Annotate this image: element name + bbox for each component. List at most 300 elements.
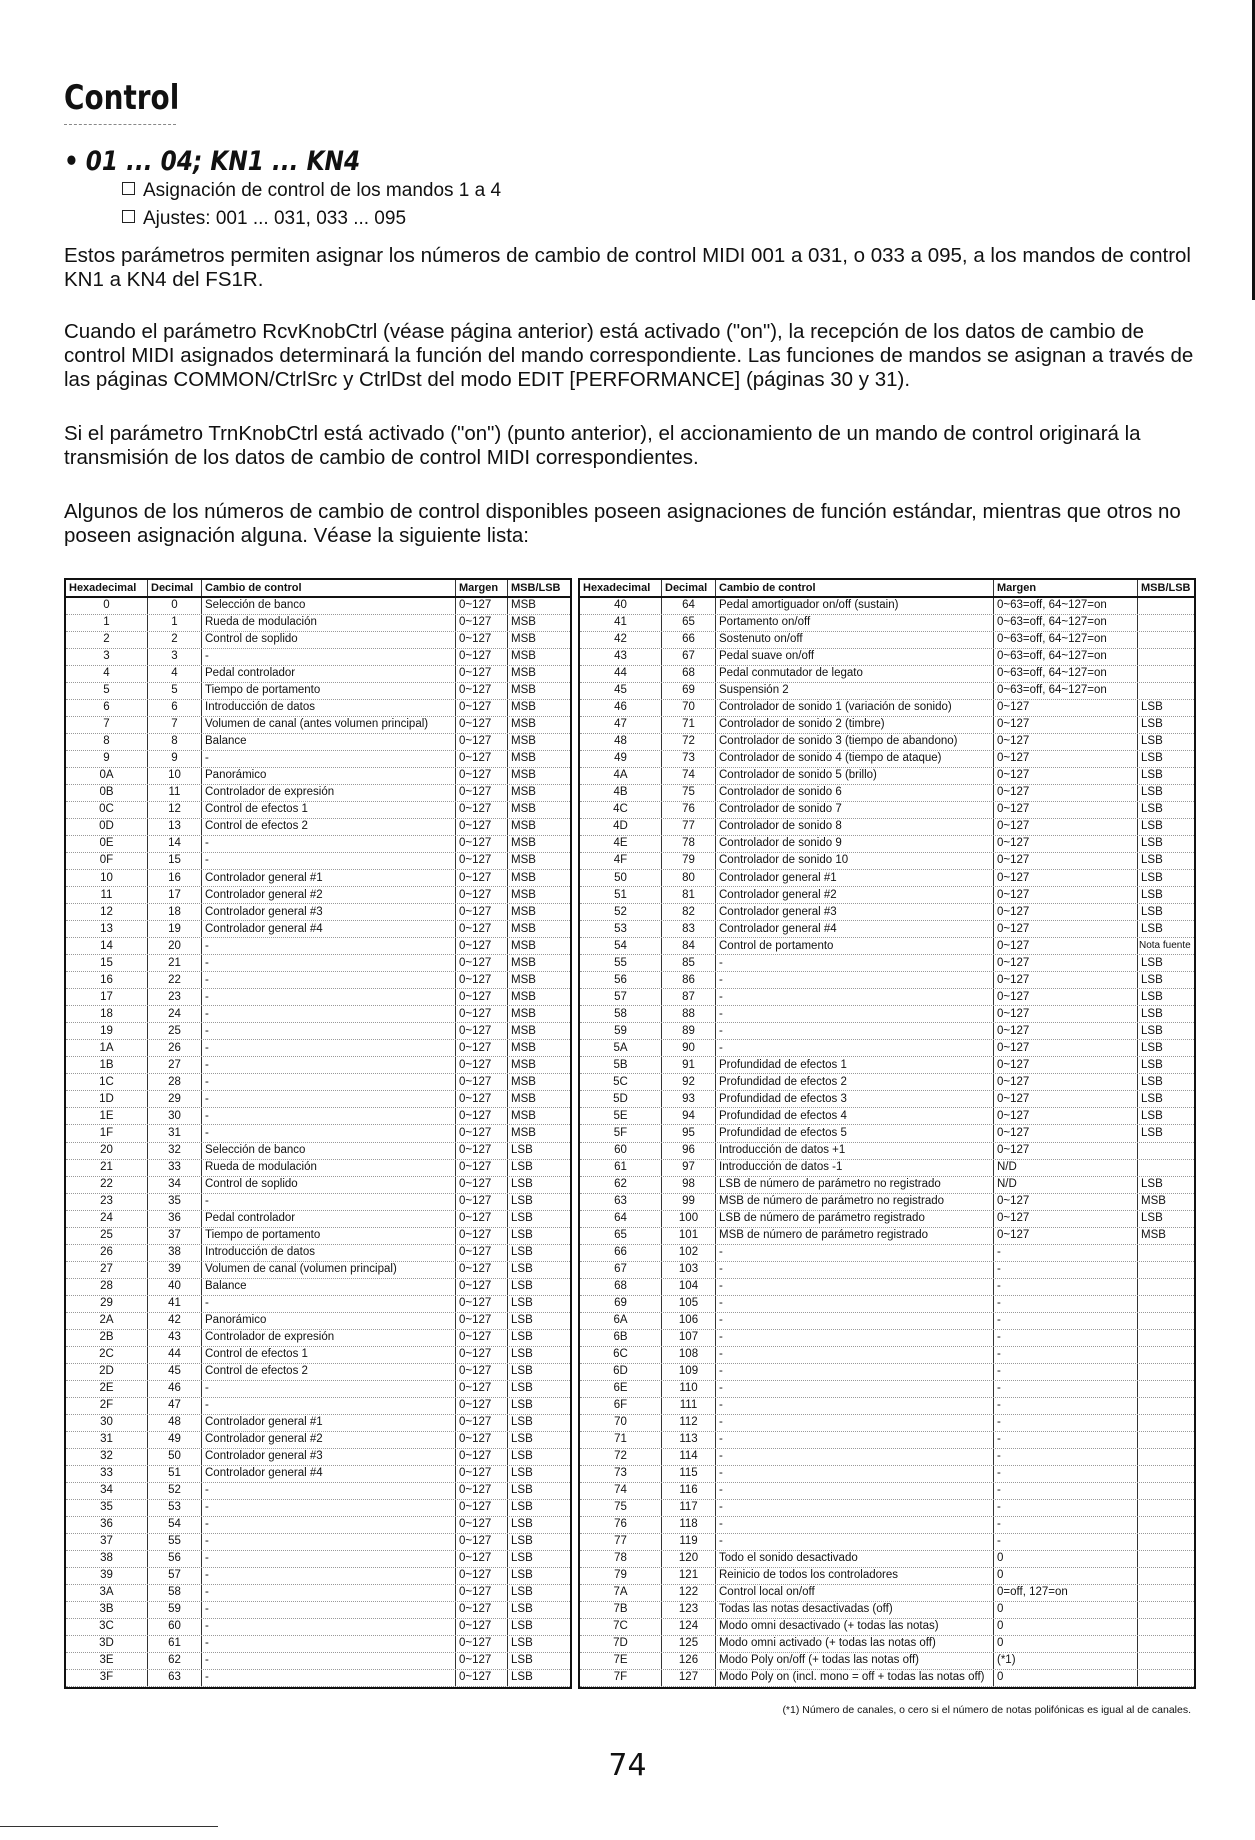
table-row: [580, 1483, 1194, 1500]
cell-msblsb: [1138, 1143, 1194, 1159]
cell-msblsb: LSB: [511, 1603, 533, 1616]
table-row: [66, 1074, 570, 1091]
cell-dec: 29: [148, 1091, 202, 1107]
cell-dec: 37: [148, 1228, 202, 1244]
cell-msblsb: [1138, 1670, 1194, 1686]
cell-hex: 0B: [66, 785, 148, 801]
cell-msblsb: MSB: [511, 905, 536, 918]
cell-range: -: [994, 1296, 1138, 1312]
cell-msblsb: [1138, 1483, 1194, 1499]
cell-range: 0~127: [456, 1636, 508, 1652]
cell-dec: 122: [662, 1585, 716, 1601]
cell-func: -: [202, 1619, 456, 1635]
cell-range: 0~127: [456, 734, 508, 750]
cell-func: Controlador de sonido 7: [716, 802, 994, 818]
cell-hex: 15: [66, 955, 148, 971]
table-row: [580, 683, 1194, 700]
table-row: [66, 649, 570, 666]
cell-hex: 7: [66, 717, 148, 733]
table-row: [580, 870, 1194, 887]
header-hex: Hexadecimal: [66, 580, 148, 596]
table-row: [66, 1228, 570, 1245]
cell-func: -: [716, 1500, 994, 1516]
table-row: [580, 615, 1194, 632]
cell-msblsb: LSB: [1141, 820, 1163, 833]
table-row: [580, 1160, 1194, 1177]
cell-func: Suspensión 2: [716, 683, 994, 699]
cell-func: Pedal amortiguador on/off (sustain): [716, 598, 994, 614]
table-row: [66, 717, 570, 734]
cell-hex: 10: [66, 870, 148, 886]
cell-hex: 70: [580, 1415, 662, 1431]
cell-dec: 93: [662, 1091, 716, 1107]
cell-dec: 50: [148, 1449, 202, 1465]
cell-hex: 26: [66, 1245, 148, 1261]
cell-dec: 54: [148, 1517, 202, 1533]
cell-dec: 1: [148, 615, 202, 631]
cell-hex: 44: [580, 666, 662, 682]
cell-msblsb: MSB: [511, 854, 536, 867]
cell-dec: 38: [148, 1245, 202, 1261]
cell-hex: 6F: [580, 1398, 662, 1414]
cell-hex: 0E: [66, 836, 148, 852]
table-row: [580, 938, 1194, 955]
cell-dec: 114: [662, 1449, 716, 1465]
cell-msblsb: LSB: [511, 1501, 533, 1514]
cell-msblsb: LSB: [511, 1484, 533, 1497]
table-row: [580, 1143, 1194, 1160]
cell-hex: 0A: [66, 768, 148, 784]
cell-range: 0~127: [456, 666, 508, 682]
cell-msblsb: MSB: [511, 616, 536, 629]
table-row: [580, 1040, 1194, 1057]
cell-msblsb: LSB: [1141, 990, 1163, 1003]
cell-func: -: [202, 649, 456, 665]
table-row: [66, 972, 570, 989]
cell-msblsb: LSB: [1141, 956, 1163, 969]
cell-dec: 73: [662, 751, 716, 767]
cell-func: Profundidad de efectos 1: [716, 1057, 994, 1073]
cell-hex: 77: [580, 1534, 662, 1550]
cell-msblsb: LSB: [511, 1450, 533, 1463]
cell-range: -: [994, 1534, 1138, 1550]
cell-dec: 58: [148, 1585, 202, 1601]
table-header: [580, 580, 1194, 598]
cell-dec: 6: [148, 700, 202, 716]
table-row: [66, 1330, 570, 1347]
cell-func: Controlador de sonido 9: [716, 836, 994, 852]
cell-hex: 27: [66, 1262, 148, 1278]
cell-range: 0~127: [456, 853, 508, 869]
cell-dec: 115: [662, 1466, 716, 1482]
table-row: [66, 1551, 570, 1568]
cell-range: 0~127: [456, 1245, 508, 1261]
cell-dec: 105: [662, 1296, 716, 1312]
cell-range: 0~63=off, 64~127=on: [994, 649, 1138, 665]
table-row: [580, 1432, 1194, 1449]
cell-msblsb: LSB: [1141, 1126, 1163, 1139]
cell-hex: 21: [66, 1160, 148, 1176]
cell-msblsb: MSB: [1141, 1194, 1166, 1207]
cell-range: 0: [994, 1568, 1138, 1584]
cell-hex: 68: [580, 1279, 662, 1295]
cell-hex: 59: [580, 1023, 662, 1039]
cell-range: 0~127: [456, 700, 508, 716]
cell-hex: 60: [580, 1143, 662, 1159]
cell-range: -: [994, 1347, 1138, 1363]
cell-msblsb: [1138, 1160, 1194, 1176]
table-row: [66, 1091, 570, 1108]
cell-msblsb: [1138, 1653, 1194, 1669]
cell-hex: 65: [580, 1228, 662, 1244]
cell-range: 0~127: [994, 802, 1138, 818]
cell-msblsb: LSB: [1141, 1024, 1163, 1037]
cell-dec: 87: [662, 989, 716, 1005]
cell-msblsb: [1138, 1517, 1194, 1533]
cell-msblsb: LSB: [511, 1143, 533, 1156]
table-row: [580, 1006, 1194, 1023]
cell-msblsb: MSB: [511, 939, 536, 952]
cell-func: -: [716, 1296, 994, 1312]
cell-dec: 108: [662, 1347, 716, 1363]
cell-range: 0~127: [456, 1653, 508, 1669]
cell-func: -: [202, 1091, 456, 1107]
parameter-heading: [64, 146, 360, 177]
cell-range: 0~127: [456, 1415, 508, 1431]
cell-func: -: [716, 1279, 994, 1295]
table-row: [580, 1670, 1194, 1687]
cell-dec: 49: [148, 1432, 202, 1448]
cell-msblsb: MSB: [1141, 1228, 1166, 1241]
table-row: [580, 1347, 1194, 1364]
cell-dec: 25: [148, 1023, 202, 1039]
cell-func: Profundidad de efectos 3: [716, 1091, 994, 1107]
cell-msblsb: LSB: [511, 1518, 533, 1531]
header-hex: Hexadecimal: [580, 580, 662, 596]
cell-msblsb: [1138, 632, 1194, 648]
header-msblsb: MSB/LSB: [1141, 581, 1191, 594]
cell-hex: 5A: [580, 1040, 662, 1056]
cell-range: 0~127: [456, 887, 508, 903]
cell-func: -: [202, 1568, 456, 1584]
cell-msblsb: MSB: [511, 837, 536, 850]
cell-msblsb: LSB: [511, 1364, 533, 1377]
cell-func: -: [716, 972, 994, 988]
header-msblsb: MSB/LSB: [511, 581, 561, 594]
cell-dec: 15: [148, 853, 202, 869]
table-row: [66, 1296, 570, 1313]
cell-range: 0~127: [456, 1381, 508, 1397]
table-row: [66, 938, 570, 955]
table-row: [66, 1602, 570, 1619]
cell-range: (*1): [994, 1653, 1138, 1669]
cell-dec: 26: [148, 1040, 202, 1056]
cell-dec: 99: [662, 1194, 716, 1210]
cell-range: -: [994, 1432, 1138, 1448]
cell-hex: 11: [66, 887, 148, 903]
cell-func: -: [202, 1585, 456, 1601]
paragraph-intro: Estos parámetros permiten asignar los números de cambio de control MIDI 001 a 031, o 033 a 095, a los mandos de control KN1 a KN4 del FS1R.: [64, 244, 1191, 291]
cell-msblsb: [1138, 1551, 1194, 1567]
cell-range: 0~127: [994, 700, 1138, 716]
cell-dec: 11: [148, 785, 202, 801]
table-row: [580, 1057, 1194, 1074]
table-row: [66, 1534, 570, 1551]
cell-func: Control local on/off: [716, 1585, 994, 1601]
table-body: [580, 598, 1194, 1687]
cell-hex: 42: [580, 632, 662, 648]
cell-dec: 63: [148, 1670, 202, 1686]
cell-dec: 85: [662, 955, 716, 971]
cell-func: Profundidad de efectos 4: [716, 1108, 994, 1124]
cell-range: 0~127: [456, 785, 508, 801]
cell-hex: 56: [580, 972, 662, 988]
cell-range: -: [994, 1466, 1138, 1482]
cell-func: -: [202, 853, 456, 869]
cell-func: Balance: [202, 734, 456, 750]
cell-dec: 74: [662, 768, 716, 784]
cell-range: 0~127: [456, 717, 508, 733]
cell-dec: 0: [148, 598, 202, 614]
cell-func: -: [202, 1057, 456, 1073]
cell-dec: 4: [148, 666, 202, 682]
cell-range: 0~127: [456, 649, 508, 665]
cell-func: Rueda de modulación: [202, 1160, 456, 1176]
table-row: [66, 785, 570, 802]
cell-dec: 44: [148, 1347, 202, 1363]
cell-dec: 17: [148, 887, 202, 903]
cell-dec: 40: [148, 1279, 202, 1295]
cell-hex: 30: [66, 1415, 148, 1431]
cell-dec: 125: [662, 1636, 716, 1652]
cell-range: 0~127: [456, 768, 508, 784]
cell-msblsb: MSB: [511, 1007, 536, 1020]
table-row: [580, 785, 1194, 802]
cell-range: -: [994, 1245, 1138, 1261]
table-row: [66, 1143, 570, 1160]
cell-dec: 24: [148, 1006, 202, 1022]
table-row: [66, 1023, 570, 1040]
cell-dec: 76: [662, 802, 716, 818]
table-row: [580, 955, 1194, 972]
table-row: [66, 1006, 570, 1023]
cell-range: 0~127: [456, 1449, 508, 1465]
cell-msblsb: LSB: [511, 1279, 533, 1292]
cell-dec: 45: [148, 1364, 202, 1380]
table-row: [580, 734, 1194, 751]
cell-msblsb: MSB: [511, 1109, 536, 1122]
cell-hex: 7A: [580, 1585, 662, 1601]
cell-range: 0~127: [456, 1177, 508, 1193]
cell-range: 0~127: [994, 1091, 1138, 1107]
header-func: Cambio de control: [202, 580, 456, 596]
table-row: [66, 1653, 570, 1670]
cell-dec: 53: [148, 1500, 202, 1516]
cell-func: Control de efectos 1: [202, 1347, 456, 1363]
cell-msblsb: [1138, 1534, 1194, 1550]
table-row: [66, 700, 570, 717]
cell-msblsb: [1138, 1364, 1194, 1380]
cell-func: Controlador de sonido 5 (brillo): [716, 768, 994, 784]
cell-func: Modo Poly on (incl. mono = off + todas las notas off): [716, 1670, 994, 1686]
cell-func: Reinicio de todos los controladores: [716, 1568, 994, 1584]
checkbox-square-icon: [122, 210, 135, 223]
cell-dec: 102: [662, 1245, 716, 1261]
cell-range: 0~127: [994, 1023, 1138, 1039]
cell-range: 0~63=off, 64~127=on: [994, 683, 1138, 699]
cell-dec: 22: [148, 972, 202, 988]
cell-func: Sostenuto on/off: [716, 632, 994, 648]
cell-hex: 25: [66, 1228, 148, 1244]
cell-hex: 31: [66, 1432, 148, 1448]
table-row: [580, 1449, 1194, 1466]
cell-hex: 19: [66, 1023, 148, 1039]
cell-range: 0~127: [456, 683, 508, 699]
cell-func: -: [202, 1636, 456, 1652]
table-row: [580, 853, 1194, 870]
cell-func: -: [202, 751, 456, 767]
table-row: [580, 1228, 1194, 1245]
cell-range: 0~127: [456, 751, 508, 767]
cell-msblsb: LSB: [1141, 718, 1163, 731]
cell-range: 0~127: [456, 836, 508, 852]
cell-msblsb: LSB: [1141, 1211, 1163, 1224]
cell-func: Todas las notas desactivadas (off): [716, 1602, 994, 1618]
cell-func: -: [716, 1262, 994, 1278]
cell-dec: 121: [662, 1568, 716, 1584]
cell-msblsb: [1138, 1245, 1194, 1261]
cell-range: 0~127: [994, 921, 1138, 937]
table-row: [66, 1636, 570, 1653]
cell-msblsb: MSB: [511, 1041, 536, 1054]
cell-hex: 5E: [580, 1108, 662, 1124]
cell-dec: 28: [148, 1074, 202, 1090]
cell-range: 0: [994, 1670, 1138, 1686]
cell-msblsb: [1138, 1449, 1194, 1465]
cell-func: -: [202, 1296, 456, 1312]
table-row: [580, 887, 1194, 904]
table-row: [580, 1381, 1194, 1398]
cell-dec: 111: [662, 1398, 716, 1414]
cell-range: -: [994, 1381, 1138, 1397]
cell-range: 0~127: [456, 972, 508, 988]
cell-func: Control de soplido: [202, 632, 456, 648]
sub-item-settings: [122, 208, 406, 230]
cell-range: 0~127: [456, 1194, 508, 1210]
cell-hex: 39: [66, 1568, 148, 1584]
header-func: Cambio de control: [716, 580, 994, 596]
page-title: Control: [64, 78, 180, 118]
table-row: [580, 1517, 1194, 1534]
cell-range: 0~63=off, 64~127=on: [994, 666, 1138, 682]
cell-msblsb: [1138, 649, 1194, 665]
cell-range: 0~127: [456, 938, 508, 954]
table-row: [66, 734, 570, 751]
table-row: [66, 853, 570, 870]
cell-msblsb: MSB: [511, 803, 536, 816]
cell-msblsb: LSB: [1141, 888, 1163, 901]
cell-msblsb: MSB: [511, 718, 536, 731]
cell-range: 0~127: [994, 904, 1138, 920]
cell-dec: 112: [662, 1415, 716, 1431]
cell-hex: 24: [66, 1211, 148, 1227]
table-row: [66, 1568, 570, 1585]
cell-hex: 69: [580, 1296, 662, 1312]
cell-func: Tiempo de portamento: [202, 683, 456, 699]
cell-hex: 8: [66, 734, 148, 750]
table-row: [580, 1636, 1194, 1653]
cell-msblsb: LSB: [1141, 854, 1163, 867]
cell-range: -: [994, 1415, 1138, 1431]
cell-dec: 41: [148, 1296, 202, 1312]
cell-dec: 39: [148, 1262, 202, 1278]
header-range: Margen: [994, 580, 1138, 596]
cell-range: -: [994, 1500, 1138, 1516]
table-row: [66, 1211, 570, 1228]
cell-dec: 65: [662, 615, 716, 631]
cell-msblsb: MSB: [511, 735, 536, 748]
cell-hex: 1E: [66, 1108, 148, 1124]
cell-func: Selección de banco: [202, 1143, 456, 1159]
table-row: [66, 1125, 570, 1142]
sub-item-text: Asignación de control de los mandos 1 a 4: [143, 180, 502, 201]
cell-range: 0~127: [994, 768, 1138, 784]
cell-range: 0~127: [456, 1211, 508, 1227]
cell-range: 0~127: [456, 955, 508, 971]
cell-func: -: [202, 836, 456, 852]
cell-range: 0~127: [456, 1602, 508, 1618]
parameter-heading-text: 01 ... 04; KN1 ... KN4: [85, 146, 361, 177]
cell-hex: 0: [66, 598, 148, 614]
cell-func: -: [202, 1023, 456, 1039]
bottom-rule: [0, 1826, 218, 1827]
cell-dec: 42: [148, 1313, 202, 1329]
cell-hex: 3C: [66, 1619, 148, 1635]
cell-hex: 6A: [580, 1313, 662, 1329]
table-row: [66, 802, 570, 819]
cell-range: -: [994, 1262, 1138, 1278]
cell-range: 0~127: [994, 1006, 1138, 1022]
cell-func: Control de portamento: [716, 938, 994, 954]
cell-func: -: [716, 1381, 994, 1397]
cell-hex: 0D: [66, 819, 148, 835]
cell-func: Controlador general #3: [716, 904, 994, 920]
cell-msblsb: LSB: [1141, 871, 1163, 884]
cell-hex: 7B: [580, 1602, 662, 1618]
cell-dec: 97: [662, 1160, 716, 1176]
cell-hex: 3E: [66, 1653, 148, 1669]
cell-func: Controlador general #1: [202, 870, 456, 886]
header-dec: Decimal: [148, 580, 202, 596]
cell-range: 0~63=off, 64~127=on: [994, 632, 1138, 648]
cell-hex: 38: [66, 1551, 148, 1567]
cell-msblsb: LSB: [511, 1262, 533, 1275]
cell-range: 0~127: [456, 1517, 508, 1533]
cell-hex: 66: [580, 1245, 662, 1261]
cell-hex: 5C: [580, 1074, 662, 1090]
cell-func: Controlador de sonido 4 (tiempo de ataque): [716, 751, 994, 767]
cell-range: 0~127: [456, 1160, 508, 1176]
cell-hex: 41: [580, 615, 662, 631]
cell-msblsb: LSB: [1141, 1058, 1163, 1071]
cell-func: -: [716, 1415, 994, 1431]
cell-hex: 55: [580, 955, 662, 971]
table-row: [66, 1415, 570, 1432]
cell-dec: 104: [662, 1279, 716, 1295]
cell-msblsb: LSB: [1141, 735, 1163, 748]
cell-dec: 33: [148, 1160, 202, 1176]
cell-msblsb: LSB: [1141, 1007, 1163, 1020]
